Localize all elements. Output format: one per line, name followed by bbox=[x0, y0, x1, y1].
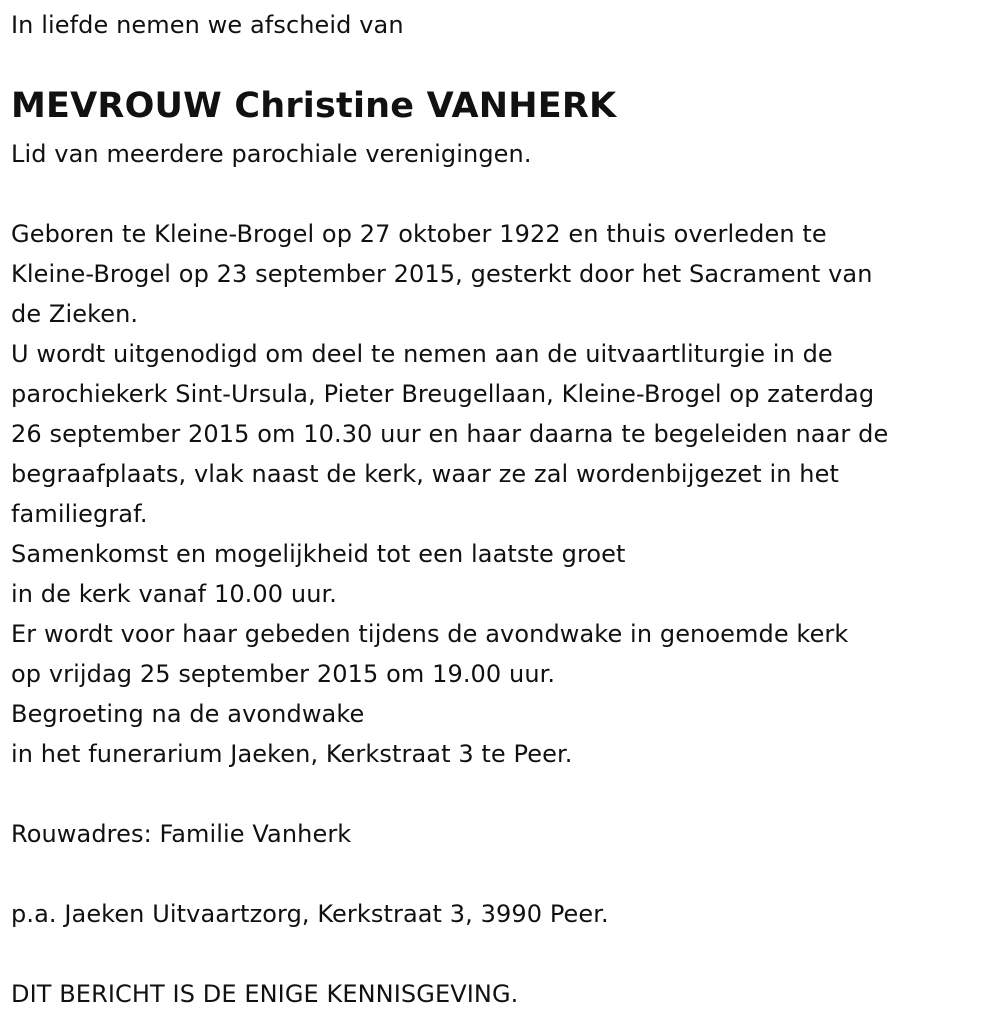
deceased-name: MEVROUW Christine VANHERK bbox=[11, 86, 617, 126]
closing-statement: DIT BERICHT IS DE ENIGE KENNISGEVING. bbox=[11, 980, 519, 1008]
text-line: in het funerarium Jaeken, Kerkstraat 3 te Peer. bbox=[11, 740, 573, 768]
text-line: in de kerk vanaf 10.00 uur. bbox=[11, 580, 337, 608]
greeting-paragraph bbox=[11, 694, 888, 774]
spacer bbox=[11, 174, 888, 214]
text-line: U wordt uitgenodigd om deel te nemen aan de uitvaartliturgie in de bbox=[11, 340, 833, 368]
intro-line: In liefde nemen we afscheid van bbox=[11, 11, 404, 39]
birth-death-paragraph bbox=[11, 214, 888, 334]
mourning-address: Rouwadres: Familie Vanherk bbox=[11, 820, 352, 848]
spacer bbox=[11, 774, 888, 814]
text-line: parochiekerk Sint-Ursula, Pieter Breugellaan, Kleine-Brogel op zaterdag bbox=[11, 380, 875, 408]
funeral-paragraph bbox=[11, 334, 888, 534]
text-line: Kleine-Brogel op 23 september 2015, gesterkt door het Sacrament van bbox=[11, 260, 873, 288]
notice-body bbox=[11, 134, 888, 1014]
spacer bbox=[11, 854, 888, 894]
text-line: 26 september 2015 om 10.30 uur en haar daarna te begeleiden naar de bbox=[11, 420, 889, 448]
text-line: Begroeting na de avondwake bbox=[11, 700, 365, 728]
text-line: begraafplaats, vlak naast de kerk, waar ze zal wordenbijgezet in het bbox=[11, 460, 839, 488]
vigil-paragraph bbox=[11, 614, 888, 694]
gathering-paragraph bbox=[11, 534, 888, 614]
spacer bbox=[11, 934, 888, 974]
text-line: familiegraf. bbox=[11, 500, 148, 528]
text-line: Er wordt voor haar gebeden tijdens de avondwake in genoemde kerk bbox=[11, 620, 849, 648]
subtitle: Lid van meerdere parochiale verenigingen. bbox=[11, 140, 532, 168]
care-of-address: p.a. Jaeken Uitvaartzorg, Kerkstraat 3, 3990 Peer. bbox=[11, 900, 609, 928]
text-line: Samenkomst en mogelijkheid tot een laatste groet bbox=[11, 540, 626, 568]
text-line: Geboren te Kleine-Brogel op 27 oktober 1922 en thuis overleden te bbox=[11, 220, 827, 248]
text-line: op vrijdag 25 september 2015 om 19.00 uur. bbox=[11, 660, 556, 688]
text-line: de Zieken. bbox=[11, 300, 139, 328]
